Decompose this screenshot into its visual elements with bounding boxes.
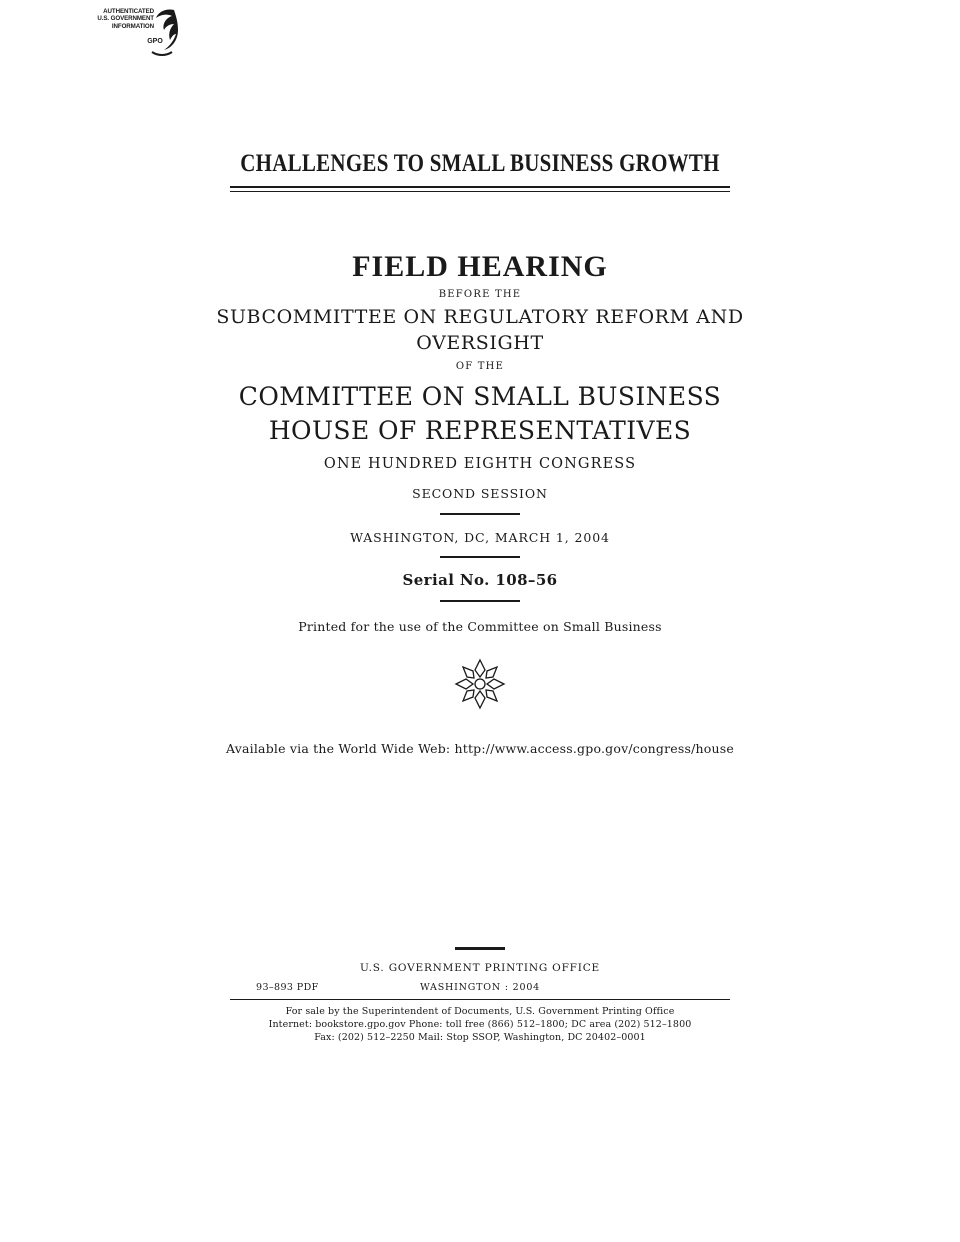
imprint-place-year: WASHINGTON : 2004 (419, 982, 541, 993)
imprint-rule (455, 947, 505, 950)
sale-info-line-2: Internet: bookstore.gpo.gov Phone: toll free (866) 512–1800; DC area (202) 512–1800 (268, 1019, 692, 1030)
of-the-label: OF THE (455, 361, 505, 372)
session-label: SECOND SESSION (412, 486, 548, 501)
serial-number: Serial No. 108–56 (402, 571, 558, 589)
document-number: 93–893 PDF (256, 982, 319, 993)
divider-rule (440, 513, 520, 515)
seal-text (70, 8, 154, 30)
before-the-label: BEFORE THE (438, 289, 522, 300)
sale-info-line-3: Fax: (202) 512–2250 Mail: Stop SSOP, Washington, DC 20402–0001 (314, 1032, 646, 1043)
ornament-icon (454, 658, 506, 710)
web-availability-note: Available via the World Wide Web: http://www.access.gpo.gov/congress/house (226, 741, 734, 756)
hearing-date-place: WASHINGTON, DC, MARCH 1, 2004 (350, 530, 610, 545)
seal-gpo-label: GPO (147, 38, 163, 45)
gpo-authentication-seal (70, 6, 182, 58)
title-rule-bottom (230, 191, 730, 192)
divider-rule (440, 556, 520, 558)
subcommittee-line-2: OVERSIGHT (416, 332, 544, 354)
subcommittee-name (0, 304, 960, 356)
imprint-bottom-rule (230, 999, 730, 1000)
congress-label: ONE HUNDRED EIGHTH CONGRESS (323, 456, 637, 472)
hearing-type: FIELD HEARING (352, 250, 608, 283)
title-rule-top (230, 186, 730, 188)
printed-for-note: Printed for the use of the Committee on Small Business (298, 619, 662, 634)
seal-line-1: AUTHENTICATED (103, 8, 154, 15)
sale-info-line-1: For sale by the Superintendent of Documents, U.S. Government Printing Office (285, 1006, 675, 1017)
printing-office-name: U.S. GOVERNMENT PRINTING OFFICE (359, 962, 600, 974)
committee-name (0, 380, 960, 448)
subcommittee-line-1: SUBCOMMITTEE ON REGULATORY REFORM AND (216, 306, 744, 328)
divider-rule (440, 600, 520, 602)
seal-line-3: INFORMATION (111, 22, 154, 30)
document-title: CHALLENGES TO SMALL BUSINESS GROWTH (240, 150, 720, 177)
committee-line-1: COMMITTEE ON SMALL BUSINESS (238, 382, 722, 411)
committee-line-2: HOUSE OF REPRESENTATIVES (268, 416, 692, 445)
seal-line-2: U.S. GOVERNMENT (97, 15, 154, 23)
eagle-icon (144, 6, 182, 58)
